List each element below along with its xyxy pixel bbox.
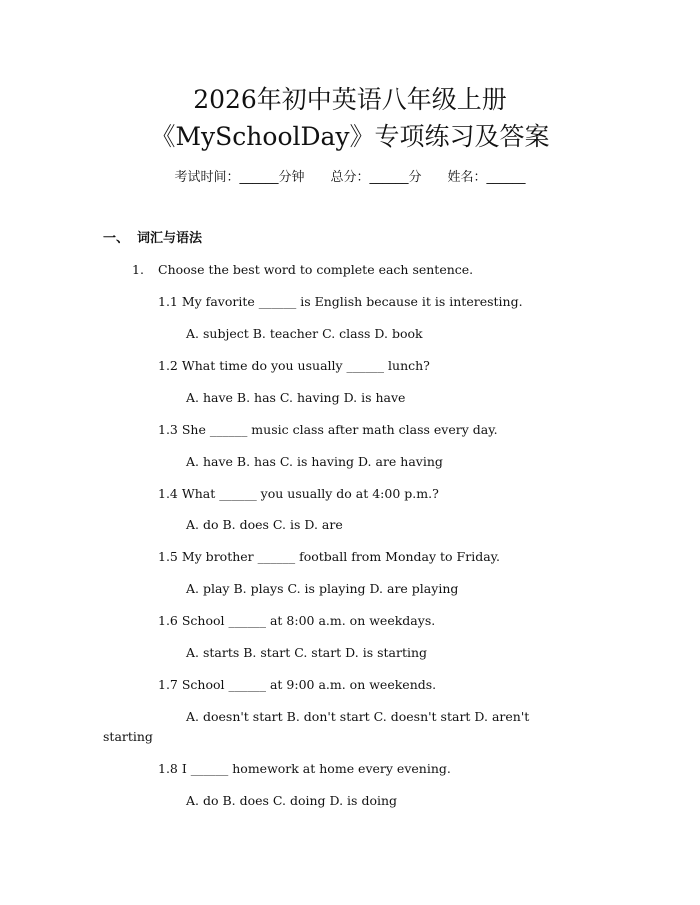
section-heading xyxy=(103,230,202,248)
title-line-1: 2026年初中英语八年级上册 xyxy=(193,85,507,114)
question-options: A. doesn't start B. don't start C. doesn't start D. aren't xyxy=(186,709,530,724)
question-options: A. do B. does C. is D. are xyxy=(186,517,343,532)
question-options: A. play B. plays C. is playing D. are playing xyxy=(186,581,459,596)
question-options: A. subject B. teacher C. class D. book xyxy=(186,326,423,341)
question-group-number: 1. xyxy=(132,262,144,277)
name-label: 姓名：______ xyxy=(447,170,526,185)
question-options: A. do B. does C. doing D. is doing xyxy=(186,793,398,808)
question-stem: 1.6 School ______ at 8:00 a.m. on weekdays. xyxy=(158,613,436,628)
exam-time-label: 考试时间：______分钟 xyxy=(174,170,305,185)
question-stem: 1.2 What time do you usually ______ lunch? xyxy=(158,358,430,373)
question-group-text: Choose the best word to complete each sentence. xyxy=(158,262,474,277)
question-stem: 1.5 My brother ______ football from Monday to Friday. xyxy=(158,549,501,564)
question-stem: 1.3 She ______ music class after math class every day. xyxy=(158,422,498,437)
question-options-wrap: starting xyxy=(103,729,153,744)
question-stem: 1.4 What ______ you usually do at 4:00 p.m.? xyxy=(158,486,439,501)
question-stem: 1.7 School ______ at 9:00 a.m. on weekends. xyxy=(158,677,437,692)
question-stem: 1.1 My favorite ______ is English because it is interesting. xyxy=(158,294,523,309)
question-options: A. starts B. start C. start D. is starting xyxy=(186,645,428,660)
total-score-label: 总分：______分 xyxy=(330,170,422,185)
question-group-instruction xyxy=(132,261,473,279)
question-options: A. have B. has C. is having D. are having xyxy=(186,454,443,469)
question-options: A. have B. has C. having D. is have xyxy=(186,390,406,405)
question-stem: 1.8 I ______ homework at home every evening. xyxy=(158,761,451,776)
section-title: 词汇与语法 xyxy=(137,231,203,246)
section-number: 一、 xyxy=(103,231,130,246)
title-line-2: 《MySchoolDay》专项练习及答案 xyxy=(150,122,550,151)
exam-info xyxy=(0,169,700,187)
